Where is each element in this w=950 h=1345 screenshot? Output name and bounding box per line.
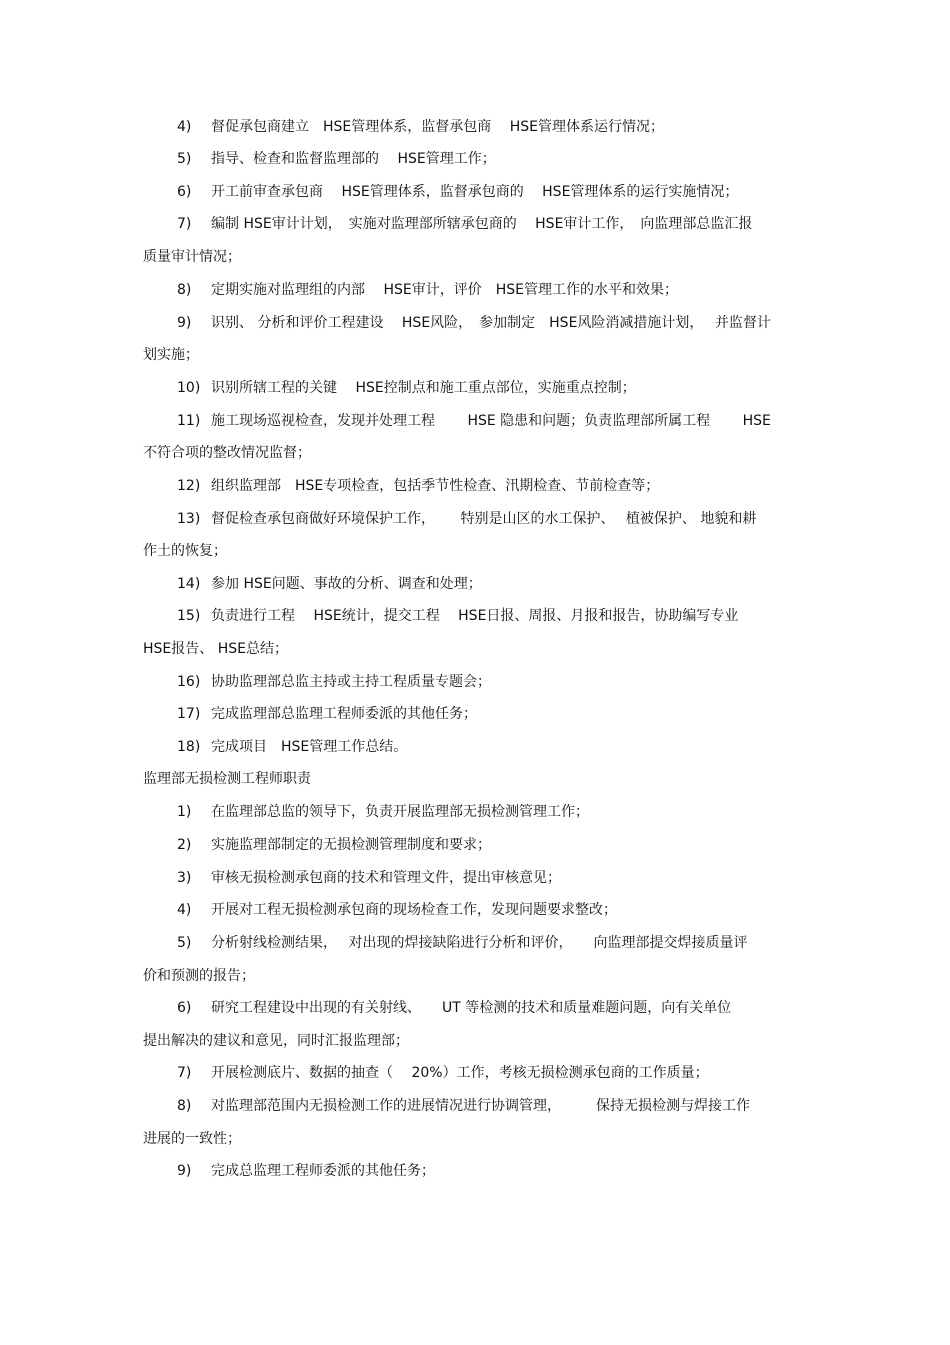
item-text: 开展对工程无损检测承包商的现场检查工作，发现问题要求整改； xyxy=(211,902,617,918)
item-text: 完成总监理工程师委派的其他任务； xyxy=(211,1163,435,1179)
item-number: 3) xyxy=(177,870,192,886)
item-text: 审核无损检测承包商的技术和管理文件，提出审核意见； xyxy=(211,870,561,886)
item-continuation: 进展的一致性； xyxy=(143,1131,241,1147)
item-text: 在监理部总监的领导下，负责开展监理部无损检测管理工作； xyxy=(211,804,589,820)
item-text: 开工前审查承包商 HSE管理体系，监督承包商的 HSE管理体系的运行实施情况； xyxy=(211,184,739,200)
item-number: 7) xyxy=(177,1065,192,1081)
item-text: 识别、 分析和评价工程建设 HSE风险， 参加制定 HSE风险消减措施计划， 并监督计 xyxy=(211,315,771,331)
item-number: 16) xyxy=(177,674,201,690)
item-text: 对监理部范围内无损检测工作的进展情况进行协调管理， 保持无损检测与焊接工作 xyxy=(211,1098,750,1114)
item-number: 10) xyxy=(177,380,201,396)
item-text: 督促承包商建立 HSE管理体系，监督承包商 HSE管理体系运行情况； xyxy=(211,119,664,135)
item-number: 14) xyxy=(177,576,201,592)
item-continuation: 价和预测的报告； xyxy=(143,968,255,984)
item-number: 8) xyxy=(177,1098,192,1114)
item-text: 开展检测底片、数据的抽查（ 20%）工作，考核无损检测承包商的工作质量； xyxy=(211,1065,709,1081)
item-number: 7) xyxy=(177,216,192,232)
item-number: 5) xyxy=(177,151,192,167)
item-text: 督促检查承包商做好环境保护工作， 特别是山区的水工保护、 植被保护、 地貌和耕 xyxy=(211,511,757,527)
item-number: 9) xyxy=(177,1163,192,1179)
item-number: 15) xyxy=(177,608,201,624)
item-continuation: 划实施； xyxy=(143,347,199,363)
item-number: 13) xyxy=(177,511,201,527)
item-text: 定期实施对监理组的内部 HSE审计，评价 HSE管理工作的水平和效果； xyxy=(211,282,678,298)
item-text: 指导、检查和监督监理部的 HSE管理工作； xyxy=(211,151,496,167)
item-text: 参加 HSE问题、事故的分析、调查和处理； xyxy=(211,576,482,592)
item-text: 施工现场巡视检查，发现并处理工程 HSE 隐患和问题；负责监理部所属工程 HSE xyxy=(211,413,771,429)
item-number: 8) xyxy=(177,282,192,298)
item-number: 11) xyxy=(177,413,201,429)
item-continuation: HSE报告、 HSE总结； xyxy=(143,641,288,657)
item-continuation: 质量审计情况； xyxy=(143,249,241,265)
item-continuation: 提出解决的建议和意见，同时汇报监理部； xyxy=(143,1033,409,1049)
item-continuation: 作土的恢复； xyxy=(143,543,227,559)
item-number: 9) xyxy=(177,315,192,331)
item-number: 6) xyxy=(177,1000,192,1016)
item-text: 完成监理部总监理工程师委派的其他任务； xyxy=(211,706,477,722)
section-heading: 监理部无损检测工程师职责 xyxy=(143,771,311,787)
item-text: 负责进行工程 HSE统计，提交工程 HSE日报、周报、月报和报告，协助编写专业 xyxy=(211,608,739,624)
item-text: 识别所辖工程的关键 HSE控制点和施工重点部位，实施重点控制； xyxy=(211,380,636,396)
item-number: 5) xyxy=(177,935,192,951)
item-number: 18) xyxy=(177,739,201,755)
item-number: 6) xyxy=(177,184,192,200)
item-number: 1) xyxy=(177,804,192,820)
item-text: 完成项目 HSE管理工作总结。 xyxy=(211,739,408,755)
item-text: 研究工程建设中出现的有关射线、 UT 等检测的技术和质量难题问题，向有关单位 xyxy=(211,1000,732,1016)
item-number: 2) xyxy=(177,837,192,853)
item-number: 4) xyxy=(177,119,192,135)
item-text: 分析射线检测结果， 对出现的焊接缺陷进行分析和评价， 向监理部提交焊接质量评 xyxy=(211,935,748,951)
item-text: 实施监理部制定的无损检测管理制度和要求； xyxy=(211,837,491,853)
item-number: 4) xyxy=(177,902,192,918)
item-continuation: 不符合项的整改情况监督； xyxy=(143,445,311,461)
item-number: 12) xyxy=(177,478,201,494)
item-text: 编制 HSE审计计划， 实施对监理部所辖承包商的 HSE审计工作， 向监理部总监汇报 xyxy=(211,216,753,232)
item-number: 17) xyxy=(177,706,201,722)
item-text: 组织监理部 HSE专项检查，包括季节性检查、汛期检查、节前检查等； xyxy=(211,478,660,494)
item-text: 协助监理部总监主持或主持工程质量专题会； xyxy=(211,674,491,690)
